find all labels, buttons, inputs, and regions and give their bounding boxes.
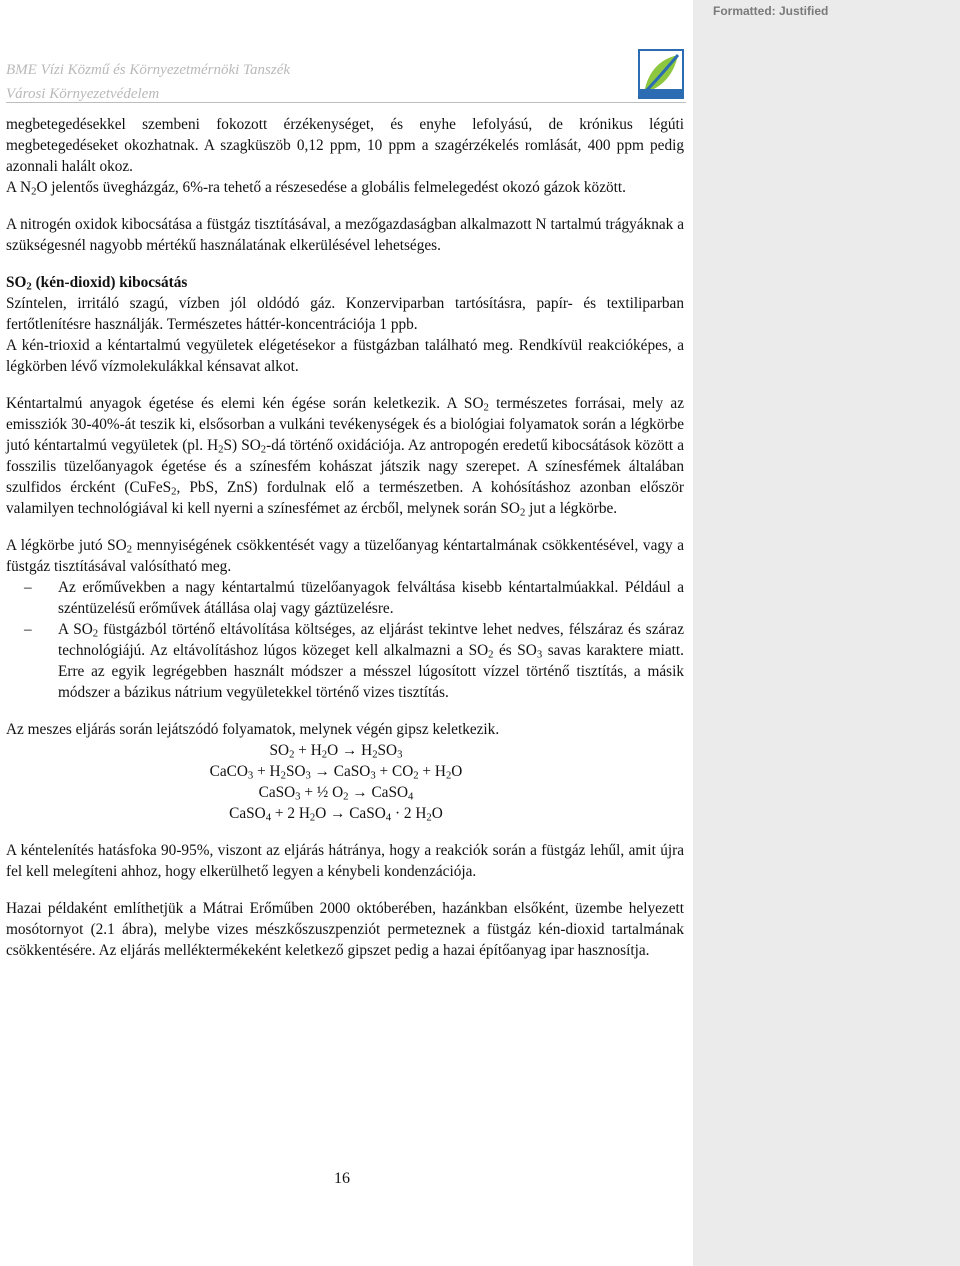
equation-term: CaSO [229, 805, 266, 822]
paragraph: megbetegedésekkel szembeni fokozott érzékenységet, és enyhe lefolyású, de krónikus légúti megbetegedéseket okozhatnak. A szagküszöb 0,12 ppm, 10 ppm a szagérzékelés romlását, 400 ppm pedig azonnali halált okoz. [6, 116, 684, 175]
equation-term: + CO [375, 763, 414, 780]
equation-term: + ½ O [300, 784, 344, 801]
equation-subscript: 3 [305, 769, 311, 782]
equation-term: + H [294, 742, 322, 759]
equation-term: O [451, 763, 463, 780]
equation-subscript: 2 [372, 748, 378, 761]
paragraph: A nitrogén oxidok kibocsátása a füstgáz tisztításával, a mezőgazdaságban alkalmazott N tartalmú trágyáknak a szükségesnél nagyobb mértékű használatának elkerülésével lehetséges. [6, 216, 684, 254]
equation-subscript: 2 [321, 748, 328, 761]
equation-subscript: 2 [445, 769, 452, 782]
equation-term: + 2 H [271, 805, 310, 822]
list-item: – Az erőművekben a nagy kéntartalmú tüzelőanyagok felváltása kisebb kéntartalmúakkal. Például a széntüzelésű erőművek átállása olaj vagy gáztüzelésre. [24, 579, 684, 617]
equation-subscript: 4 [265, 811, 272, 824]
formatting-note: Formatted: Justified [713, 4, 829, 18]
equation-term: CaCO [209, 763, 248, 780]
document-body [6, 114, 684, 961]
list-item: – A $SO_2$ füstgázból történő eltávolítása költséges, az eljárást tekintve lehet nedves, félszáraz és száraz technológiájú. Az eltávolításhoz lúgos közeget kell alkalmazni a $SO_2$ és $SO_3$ savas karaktere miatt. Erre az egyik legrégebben használt módszer a mésszel lúgosított vízzel történő tisztítás, a másik módszer a bázikus nátrium vegyületekkel történő vizes tisztítás. [24, 621, 684, 701]
equation-subscript: 4 [385, 811, 392, 824]
equation [6, 761, 684, 782]
equation-term: SO [269, 742, 290, 759]
comment-pane [693, 0, 960, 1266]
equation-term: O [431, 805, 443, 822]
equation-term: · 2 H [391, 805, 427, 822]
dash-list [6, 577, 684, 703]
paragraph: A kéntelenítés hatásfoka 90-95%, viszont az eljárás hátránya, hogy a reakciók során a füstgáz lehűl, amit újra fel kell melegíteni ahhoz, hogy elkerülhető legyen a kénybeli kondenzációja. [6, 842, 684, 880]
equation-subscript: 3 [370, 769, 376, 782]
paragraph: Színtelen, irritáló szagú, vízben jól oldódó gáz. Konzerviparban tartósításra, papír- és textiliparban fertőtlenítésre használják. Természetes háttér-koncentrációja 1 ppb. [6, 295, 684, 333]
equation-subscript: 4 [408, 790, 414, 803]
equation-subscript: 2 [413, 769, 419, 782]
equation-subscript: 2 [289, 748, 295, 761]
paragraph: A $N_2O$ jelentős üvegházgáz, 6%-ra tehető a részesedése a globális felmelegedést okozó gázok között. [6, 179, 626, 198]
section-heading: $SO_2$ (kén-dioxid) kibocsátás [6, 274, 188, 293]
equation-subscript: 2 [309, 811, 316, 824]
equation-subscript: 3 [295, 790, 301, 803]
equation [6, 740, 684, 761]
page-header [6, 58, 290, 106]
equation-term: + H [418, 763, 446, 780]
header-course: Városi Környezetvédelem [6, 86, 160, 102]
header-institution: BME Vízi Közmű és Környezetmérnöki Tanszék [6, 62, 291, 78]
equation [6, 803, 684, 824]
paragraph: Az meszes eljárás során lejátszódó folyamatok, melynek végén gipsz keletkezik. [6, 721, 500, 738]
equation-subscript: 3 [247, 769, 254, 782]
header-divider [6, 102, 686, 103]
equation-term: → CaSO [310, 763, 371, 780]
equation-term: + H [253, 763, 281, 780]
paragraph: Kéntartalmú anyagok égetése és elemi kén égése során keletkezik. A $SO_2$ természetes forrásai, mely az emissziók 30-40%-át teszik ki, elsősorban a vulkáni tevékenységek és a biológiai folyamatok során a légkörbe jutó kéntartalmú vegyületek (pl. $H_2S$) $SO_2-dá$ történő oxidációja. Az antropogén eredetű kibocsátások között a fosszilis tüzelőanyagok égetése és a színesfém kohászat játszik nagy szerepet. A színesfémek általában szulfidos ércként (CuFeS$_2$, PbS, ZnS) fordulnak elő a természetben. A kohósításhoz azonban először valamilyen technológiával ki kell nyerni a színesfémet az ércből, melynek során $SO_2$ jut a légkörbe. [6, 395, 685, 519]
paragraph: A légkörbe jutó $SO_2$ mennyiségének csökkentését vagy a tüzelőanyag kéntartalmának csökkentésével, vagy a füstgáz tisztításával valósítható meg. [6, 537, 684, 575]
equation-term: O → CaSO [315, 805, 386, 822]
equation-subscript: 2 [280, 769, 286, 782]
equation-term: SO [285, 763, 306, 780]
equation-term: CaSO [258, 784, 296, 801]
equation [6, 782, 684, 803]
equation-term: O → H [327, 742, 373, 759]
equation-subscript: 2 [343, 790, 349, 803]
equation-subscript: 3 [397, 748, 403, 761]
department-logo-icon [638, 49, 684, 99]
paragraph: A kén-trioxid a kéntartalmú vegyületek elégetésekor a füstgázban található meg. Rendkívül reakcióképes, a légkörben lévő vízmolekulákkal kénsavat alkot. [6, 337, 684, 375]
page-number: 16 [334, 1170, 350, 1187]
paragraph: Hazai példaként említhetjük a Mátrai Erőműben 2000 októberében, hazánkban elsőként, üzembe helyezett mosótornyot (2.1 ábra), melybe vizes mészkőszuszpenziót permeteznek a füstgáz kén-dioxid tartalmának csökkentésére. Az eljárás melléktermékeként keletkező gipszet pedig a hazai építőanyag ipar hasznosítja. [6, 900, 684, 959]
equation-subscript: 2 [426, 811, 432, 824]
equation-term: SO [377, 742, 398, 759]
equation-term: → CaSO [348, 784, 409, 801]
